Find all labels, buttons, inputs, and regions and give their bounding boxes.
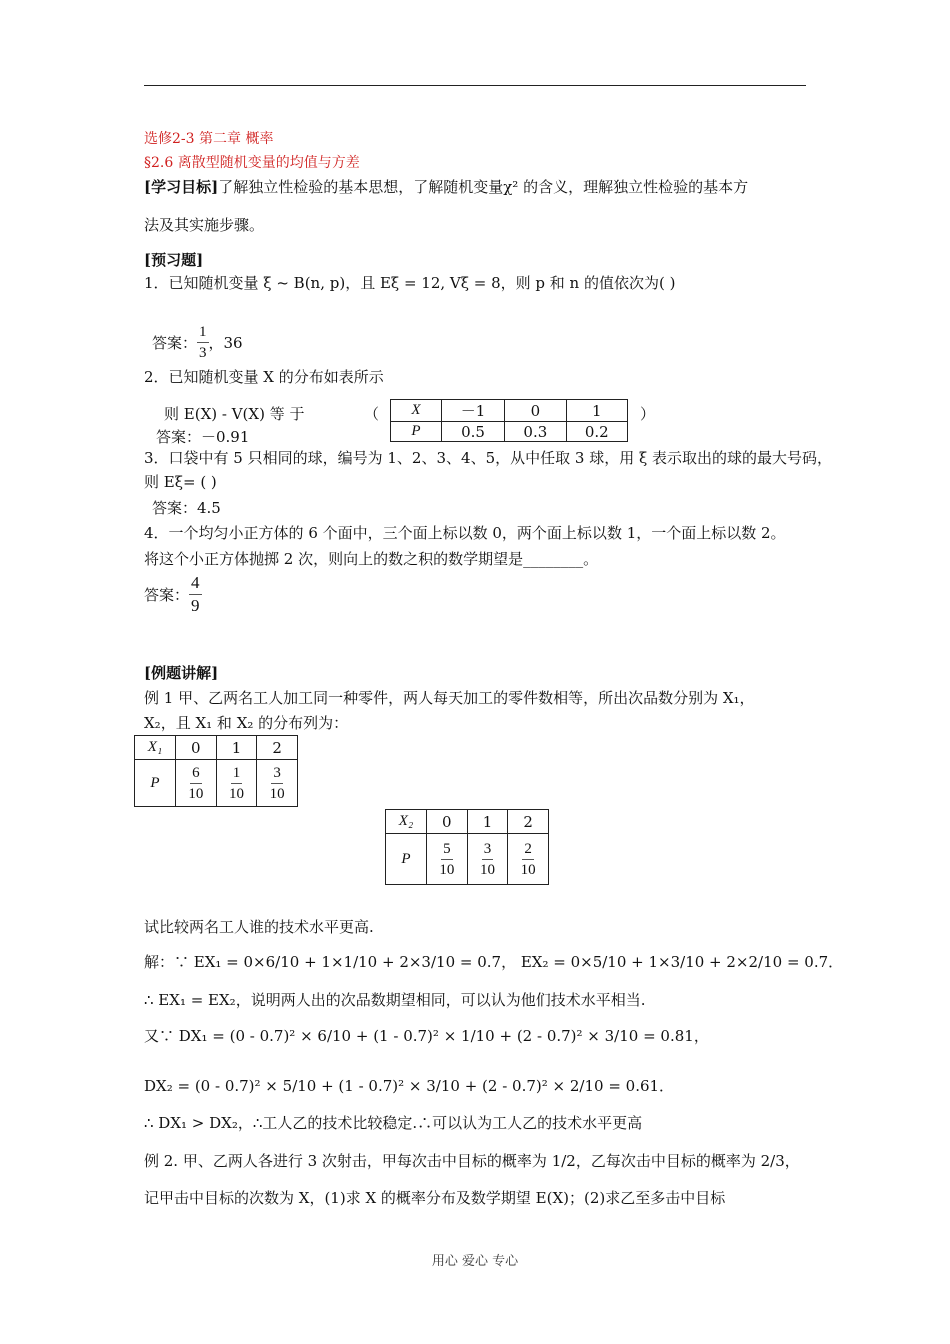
compare-question: 试比较两名工人谁的技术水平更高. <box>144 918 374 936</box>
page-footer: 用心 爱心 专心 <box>431 1254 519 1269</box>
q2-table-header-p: P <box>391 422 442 442</box>
t1-header-cell: 0 <box>176 736 217 760</box>
solution-line-3: 又∵ DX₁ = (0 - 0.7)² × 6/10 + (1 - 0.7)² × 1/10 + (2 - 0.7)² × 3/10 = 0.81， <box>144 1027 709 1045</box>
t2-prob-cell <box>467 834 508 885</box>
question-1: 1．已知随机变量 ξ ~ B(n, p)，且 Eξ = 12, Vξ = 8，则 p 和 n 的值依次为( ) <box>144 274 676 292</box>
q2-table-cell: 1 <box>566 400 627 422</box>
t2-denominator: 10 <box>520 861 536 878</box>
answer-1-denominator: 3 <box>199 345 207 361</box>
objectives-text-1: 了解独立性检验的基本思想，了解随机变量χ² 的含义，理解独立性检验的基本方 <box>218 178 749 196</box>
t1-denominator: 10 <box>269 785 285 802</box>
q2-table-cell: 0.3 <box>505 422 566 442</box>
objectives-line-2: 法及其实施步骤。 <box>144 216 265 234</box>
t2-numerator: 3 <box>482 839 494 860</box>
question-3-line-1: 3．口袋中有 5 只相同的球，编号为 1、2、3、4、5，从中任取 3 球，用 ξ 表示取出的球的最大号码， <box>144 449 832 467</box>
distribution-table-x1 <box>134 735 298 807</box>
t1-header-cell: 2 <box>257 736 298 760</box>
answer-3: 答案：4.5 <box>152 499 221 517</box>
preview-label: [预习题] <box>144 251 204 269</box>
answer-4-label: 答案： <box>144 586 190 604</box>
t1-denominator: 10 <box>188 785 204 802</box>
t2-denominator: 10 <box>439 861 455 878</box>
solution-line-1: 解：∵ EX₁ = 0×6/10 + 1×1/10 + 2×3/10 = 0.7， EX₂ = 0×5/10 + 1×3/10 + 2×2/10 = 0.7． <box>144 953 844 971</box>
objectives-label: [学习目标] <box>144 178 219 196</box>
t1-numerator: 3 <box>271 763 283 784</box>
question-2-then: 则 E(X) - V(X) 等 于 <box>164 405 305 423</box>
example-2-line-1: 例 2. 甲、乙两人各进行 3 次射击，甲每次击中目标的概率为 1/2，乙每次击中目标的概率为 2/3， <box>144 1152 800 1170</box>
q2-table-cell: 0.2 <box>566 422 627 442</box>
t1-header-x1: X₁ <box>135 736 176 760</box>
distribution-table-x2 <box>385 809 549 885</box>
t2-prob-cell <box>508 834 549 885</box>
examples-label: [例题讲解] <box>144 664 219 682</box>
question-2: 2．已知随机变量 X 的分布如表所示 <box>144 368 384 386</box>
t2-fraction <box>519 839 538 880</box>
question-2-table <box>390 399 628 442</box>
example-1-line-1: 例 1 甲、乙两名工人加工同一种零件，两人每天加工的零件数相等，所出次品数分别为 X₁， <box>144 689 755 707</box>
answer-1-numerator: 1 <box>197 322 209 343</box>
t1-fraction <box>268 763 287 804</box>
t2-header-cell: 2 <box>508 810 549 834</box>
answer-1-label: 答案： <box>152 334 198 352</box>
question-2-lparen: （ <box>364 405 380 423</box>
answer-1 <box>152 322 243 363</box>
t2-fraction <box>478 839 497 880</box>
question-3-line-2: 则 Eξ= ( ) <box>144 473 217 491</box>
answer-1-rest: ，36 <box>208 334 243 352</box>
t1-numerator: 1 <box>231 763 243 784</box>
section-title: §2.6 离散型随机变量的均值与方差 <box>144 155 360 171</box>
header-rule <box>144 85 806 86</box>
objectives-line-1 <box>144 176 748 197</box>
t1-prob-cell <box>257 760 298 807</box>
t2-numerator: 2 <box>522 839 534 860</box>
answer-2: 答案：－0.91 <box>156 428 250 446</box>
t2-fraction <box>437 839 456 880</box>
q2-table-header-x: X <box>391 400 442 422</box>
t2-header-x2: X₂ <box>386 810 427 834</box>
t1-denominator: 10 <box>228 785 244 802</box>
example-1-line-2: X₂，且 X₁ 和 X₂ 的分布列为： <box>144 714 349 732</box>
solution-line-5: ∴ DX₁ > DX₂，∴工人乙的技术比较稳定.∴可以认为工人乙的技术水平更高 <box>144 1114 643 1132</box>
answer-1-fraction <box>197 322 209 363</box>
question-4-line-1: 4．一个均匀小正方体的 6 个面中，三个面上标以数 0，两个面上标以数 1，一个面上标以数 2。 <box>144 524 786 542</box>
t1-header-cell: 1 <box>216 736 257 760</box>
t2-header-cell: 0 <box>427 810 468 834</box>
t2-denominator: 10 <box>479 861 495 878</box>
t2-numerator: 5 <box>441 839 453 860</box>
answer-4-fraction <box>189 572 202 617</box>
example-2-line-2: 记甲击中目标的次数为 X，(1)求 X 的概率分布及数学期望 E(X)；(2)求乙至多击中目标 <box>144 1189 726 1207</box>
t2-header-cell: 1 <box>467 810 508 834</box>
q2-table-cell: －1 <box>442 400 505 422</box>
t2-header-p: P <box>386 834 427 885</box>
answer-4-numerator: 4 <box>189 572 202 595</box>
t1-header-p: P <box>135 760 176 807</box>
question-2-rparen: ） <box>640 405 656 423</box>
t2-prob-cell <box>427 834 468 885</box>
answer-4-denominator: 9 <box>191 596 200 615</box>
solution-line-4: DX₂ = (0 - 0.7)² × 5/10 + (1 - 0.7)² × 3/10 + (2 - 0.7)² × 2/10 = 0.61． <box>144 1077 675 1095</box>
course-title: 选修2-3 第二章 概率 <box>144 131 274 147</box>
t1-fraction <box>186 763 205 804</box>
t1-prob-cell <box>176 760 217 807</box>
q2-table-cell: 0.5 <box>442 422 505 442</box>
t1-numerator: 6 <box>190 763 202 784</box>
t1-prob-cell <box>216 760 257 807</box>
solution-line-2: ∴ EX₁ = EX₂，说明两人出的次品数期望相同，可以认为他们技术水平相当. <box>144 991 646 1009</box>
answer-4 <box>144 572 202 617</box>
question-4-line-2: 将这个小正方体抛掷 2 次，则向上的数之积的数学期望是________。 <box>144 550 599 568</box>
q2-table-cell: 0 <box>505 400 566 422</box>
t1-fraction <box>227 763 246 804</box>
